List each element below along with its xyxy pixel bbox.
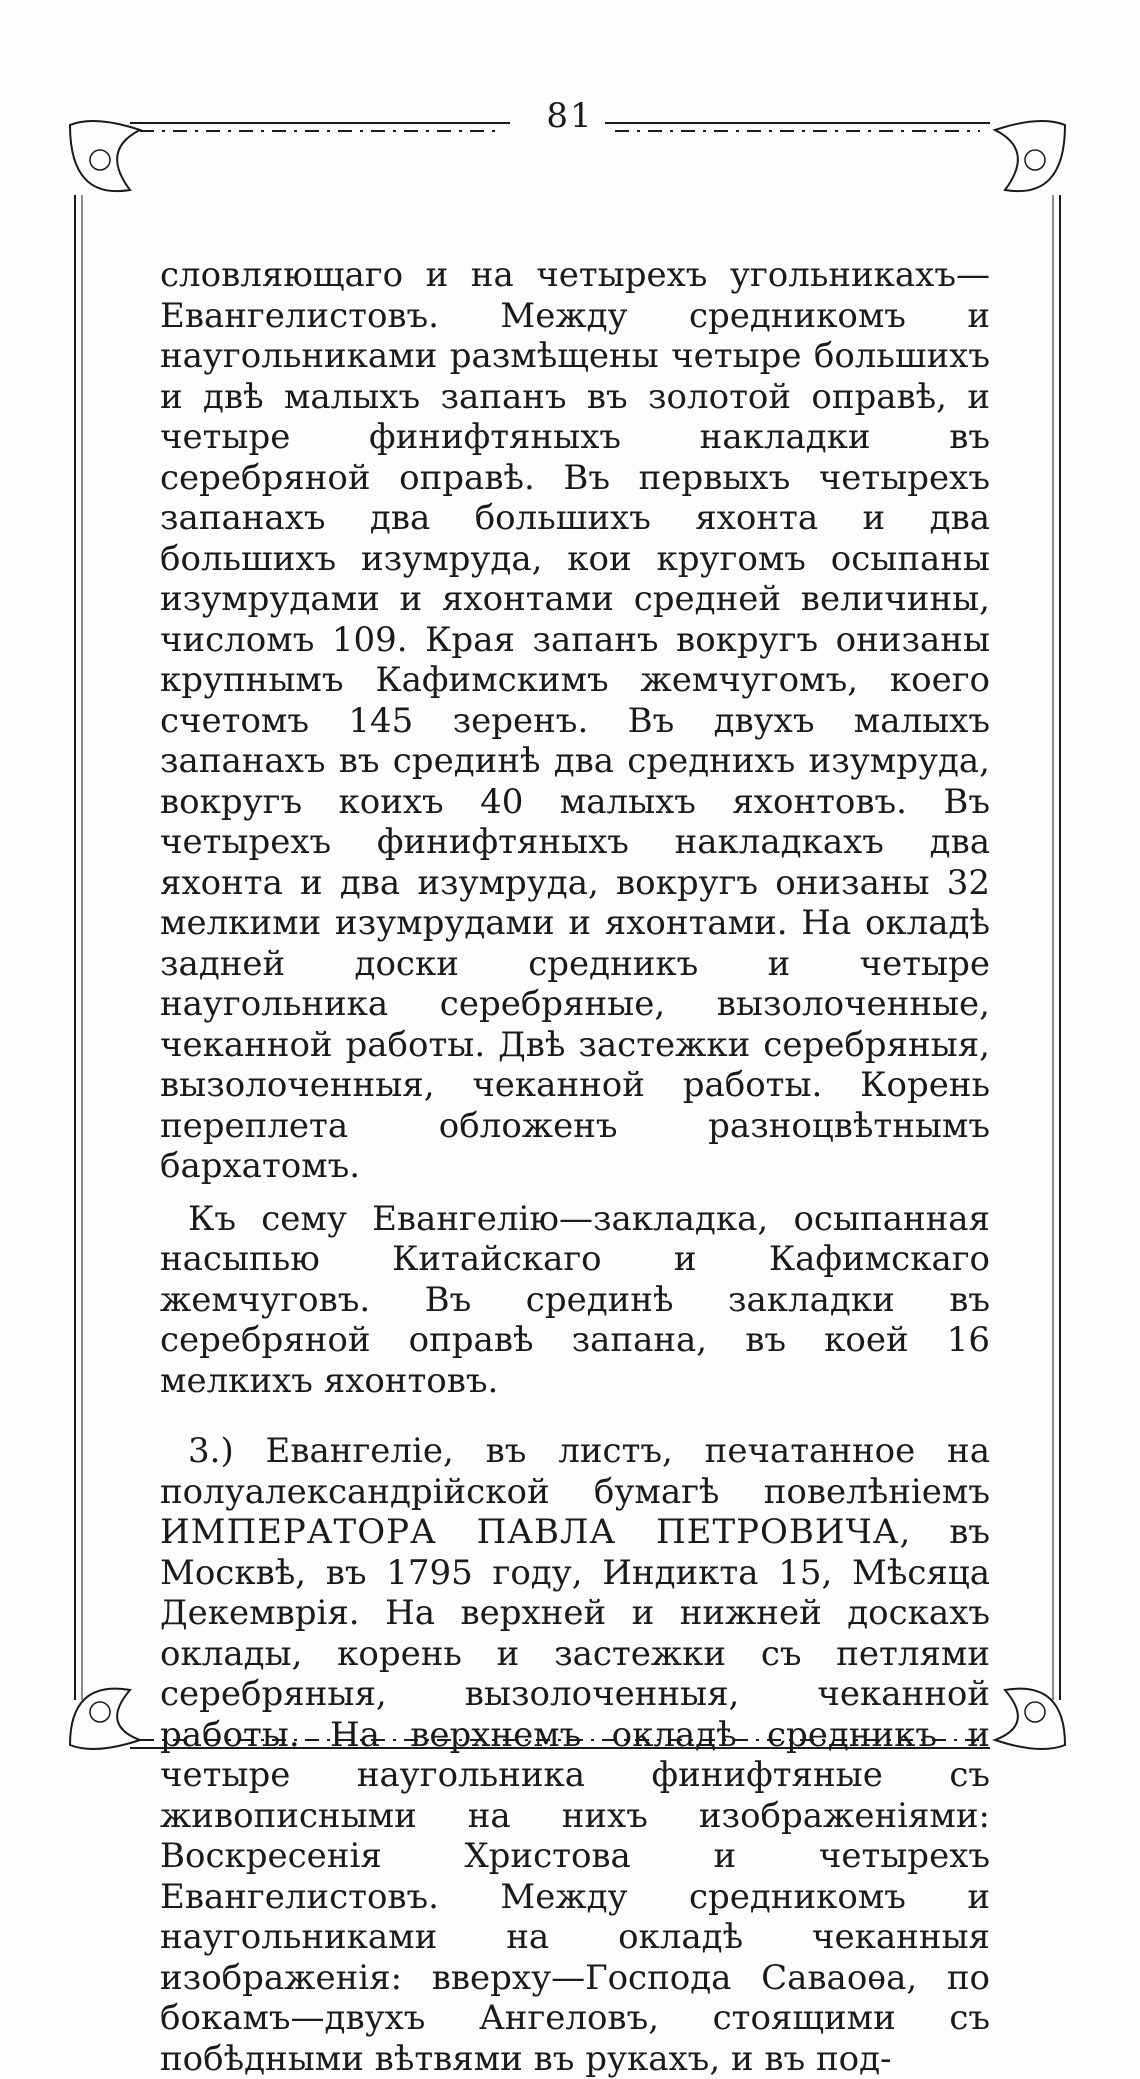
paragraph-text: 3.) Евангеліе, въ листъ, печатанное на полуалександрійской бумагѣ повелѣніемъ (160, 1431, 990, 1512)
emperor-name: ИМПЕРАТОРА ПАВЛА ПЕТРОВИЧА (160, 1512, 900, 1552)
page-number: 81 (546, 96, 594, 136)
paragraph: Къ сему Евангелію—закладка, осыпанная насыпью Китайскаго и Кафимскаго жемчуговъ. Въ срединѣ закладки въ серебряной оправѣ запана, въ коей 16 мелкихъ яхонтовъ. (160, 1198, 990, 1401)
paragraph (160, 1431, 990, 2079)
body-text (160, 255, 990, 2079)
paragraph-text: , въ Москвѣ, въ 1795 году, Индикта 15, Мѣсяца Декемврія. На верхней и нижней доскахъ оклады, корень и застежки съ петлями серебряныя, вызолоченныя, чеканной работы. На верхнемъ окладѣ средникъ и четыре наугольника финифтяные съ живописными на нихъ изображеніями: Воскресенія Христова и четырехъ Евангелистовъ. Между средникомъ и наугольниками на окладѣ чеканныя изображенія: вверху—Господа Саваоѳа, по бокамъ—двухъ Ангеловъ, стоящими съ побѣдными вѣтвями въ рукахъ, и въ под- (160, 1512, 990, 2079)
paragraph: словляющаго и на четырехъ угольникахъ—Евангелистовъ. Между средникомъ и наугольниками размѣщены четыре большихъ и двѣ малыхъ запанъ въ золотой оправѣ, и четыре финифтяныхъ накладки въ серебряной оправѣ. Въ первыхъ четырехъ запанахъ два большихъ яхонта и два большихъ изумруда, кои кругомъ осыпаны изумрудами и яхонтами средней величины, числомъ 109. Края запанъ вокругъ онизаны крупнымъ Кафимскимъ жемчугомъ, коего счетомъ 145 зеренъ. Въ двухъ малыхъ запанахъ въ срединѣ два среднихъ изумруда, вокругъ коихъ 40 малыхъ яхонтовъ. Въ четырехъ финифтяныхъ накладкахъ два яхонта и два изумруда, вокругъ онизаны 32 мелкими изумрудами и яхонтами. На окладѣ задней доски средникъ и четыре наугольника серебряные, вызолоченные, чеканной работы. Двѣ застежки серебряныя, вызолоченныя, чеканной работы. Корень переплета обложенъ разноцвѣтнымъ бархатомъ. (160, 255, 990, 1186)
